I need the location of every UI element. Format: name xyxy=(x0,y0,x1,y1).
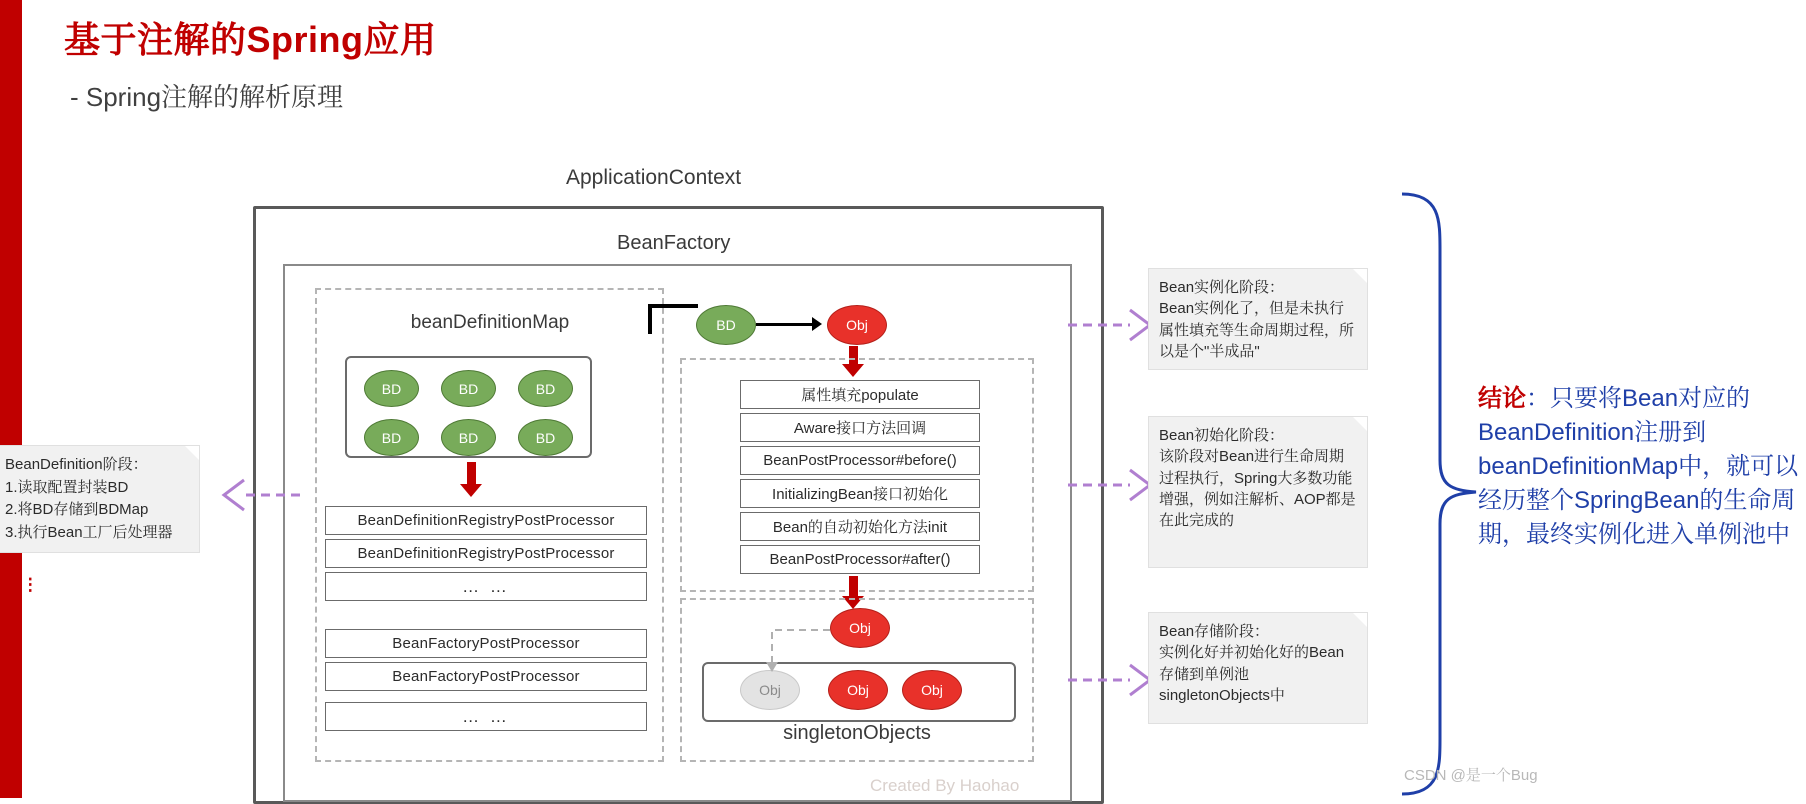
note-title: Bean实例化阶段： xyxy=(1159,279,1285,296)
arrow-head xyxy=(460,484,482,497)
list-item: … … xyxy=(325,572,647,601)
dashed-connector-1 xyxy=(1058,300,1158,350)
note-storage-stage xyxy=(1148,612,1368,724)
list-item: BeanDefinitionRegistryPostProcessor xyxy=(325,539,647,568)
lifecycle-step: Bean的自动初始化方法init xyxy=(740,512,980,541)
note-line: 2.将BD存储到BDMap xyxy=(5,501,149,518)
conclusion-text xyxy=(1478,382,1806,552)
lifecycle-step: BeanPostProcessor#after() xyxy=(740,545,980,574)
bean-definition-map-label: beanDefinitionMap xyxy=(410,312,570,333)
bd-node: BD xyxy=(441,370,496,407)
obj-node-stored: Obj xyxy=(902,670,962,710)
page-title: 基于注解的Spring应用 xyxy=(64,19,437,60)
arrow-shaft xyxy=(849,576,858,596)
list-item: BeanDefinitionRegistryPostProcessor xyxy=(325,506,647,535)
note-line: 1.读取配置封装BD xyxy=(5,478,129,496)
lifecycle-step: BeanPostProcessor#before() xyxy=(740,446,980,475)
dashed-connector-left xyxy=(218,470,308,520)
obj-node-stored: Obj xyxy=(828,670,888,710)
logo-badge: 包 ⋮ xyxy=(0,575,39,594)
bd-node: BD xyxy=(441,419,496,456)
obj-node-ghost: Obj xyxy=(740,670,800,710)
bd-node: BD xyxy=(364,419,419,456)
watermark: CSDN @是一个Bug xyxy=(1404,767,1538,784)
lifecycle-step: InitializingBean接口初始化 xyxy=(740,479,980,508)
bd-node: BD xyxy=(518,419,573,456)
bean-factory-label: BeanFactory xyxy=(617,232,731,254)
list-item: BeanFactoryPostProcessor xyxy=(325,662,647,691)
elbow-line-vertical xyxy=(648,304,652,334)
singleton-objects-label: singletonObjects xyxy=(783,722,931,744)
note-instantiation-stage xyxy=(1148,268,1368,370)
arrow-shaft xyxy=(467,462,476,484)
created-by-text: Created By Haohao xyxy=(870,776,1020,795)
note-bean-definition-stage xyxy=(0,445,200,553)
dashed-connector-grey xyxy=(760,618,840,678)
note-title: Bean初始化阶段： xyxy=(1159,427,1285,444)
page-subtitle: - Spring注解的解析原理 xyxy=(70,82,344,112)
bd-node-flow: BD xyxy=(696,305,756,345)
bd-node: BD xyxy=(364,370,419,407)
note-body: 该阶段对Bean进行生命周期过程执行，Spring大多数功能增强，例如注解析、AOP都是在此完成的 xyxy=(1159,448,1356,530)
note-initialization-stage xyxy=(1148,416,1368,568)
lifecycle-step: 属性填充populate xyxy=(740,380,980,409)
flow-arrow-head xyxy=(812,317,822,331)
obj-node-result: Obj xyxy=(830,608,890,648)
list-item: … … xyxy=(325,702,647,731)
application-context-label: ApplicationContext xyxy=(566,166,742,189)
obj-node-flow: Obj xyxy=(827,305,887,345)
list-item: BeanFactoryPostProcessor xyxy=(325,629,647,658)
bd-node: BD xyxy=(518,370,573,407)
note-body: Bean实例化了，但是未执行属性填充等生命周期过程，所以是个"半成品" xyxy=(1159,300,1355,360)
dashed-connector-2 xyxy=(1058,460,1158,510)
note-line: 3.执行Bean工厂后处理器 xyxy=(5,523,173,541)
conclusion-label: 结论 xyxy=(1478,385,1526,412)
dashed-connector-3 xyxy=(1058,655,1158,705)
elbow-line-horizontal xyxy=(648,304,698,308)
flow-arrow-line xyxy=(756,323,814,326)
lifecycle-step: Aware接口方法回调 xyxy=(740,413,980,442)
note-title: Bean存储阶段： xyxy=(1159,623,1270,640)
note-body: 实例化好并初始化好的Bean存储到单例池singletonObjects中 xyxy=(1159,644,1345,704)
note-title: BeanDefinition阶段： xyxy=(5,456,148,473)
conclusion-body: ：只要将Bean对应的BeanDefinition注册到beanDefinitionMap中，就可以经历整个SpringBean的生命周期，最终实例化进入单例池中 xyxy=(1478,385,1799,549)
